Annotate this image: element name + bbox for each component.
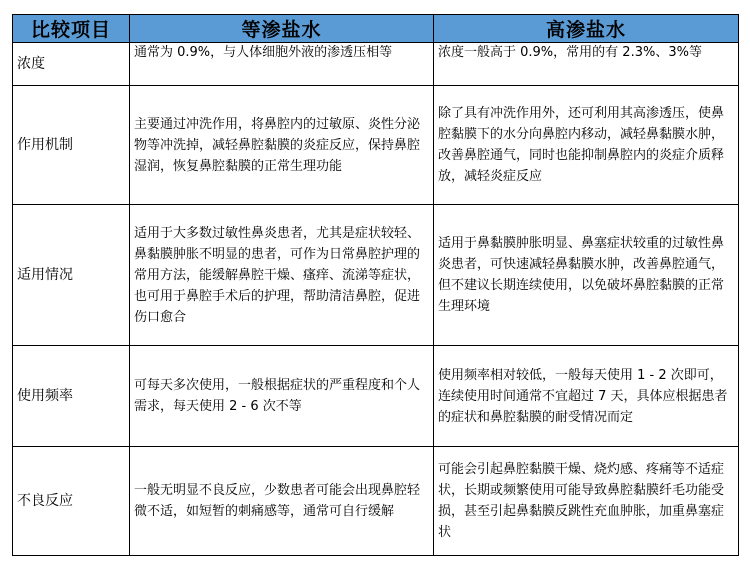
table-row-mechanism [13,86,739,205]
table-row-indications [13,205,739,346]
hypertonic-cell: 适用于鼻黏膜肿胀明显、鼻塞症状较重的过敏性鼻炎患者，可快速减轻鼻黏膜水肿，改善鼻腔通气，但不建议长期连续使用，以免破坏鼻腔黏膜的正常生理环境 [434,205,739,346]
table-row-concentration [13,43,739,86]
isotonic-cell: 主要通过冲洗作用，将鼻腔内的过敏原、炎性分泌物等冲洗掉，减轻鼻腔黏膜的炎症反应，保持鼻腔湿润，恢复鼻腔黏膜的正常生理功能 [130,86,434,205]
comparison-table-container [12,14,738,556]
isotonic-cell: 适用于大多数过敏性鼻炎患者，尤其是症状较轻、鼻黏膜肿胀不明显的患者，可作为日常鼻腔护理的常用方法，能缓解鼻腔干燥、瘙痒、流涕等症状，也可用于鼻腔手术后的护理，帮助清洁鼻腔，促进伤口愈合 [130,205,434,346]
table-header-row [13,15,739,43]
row-label: 适用情况 [13,205,130,346]
row-label: 使用频率 [13,346,130,447]
hypertonic-cell: 使用频率相对较低，一般每天使用 1 - 2 次即可，连续使用时间通常不宜超过 7 天，具体应根据患者的症状和鼻腔黏膜的耐受情况而定 [434,346,739,447]
header-isotonic: 等渗盐水 [130,15,434,43]
row-label: 不良反应 [13,447,130,556]
hypertonic-cell: 可能会引起鼻腔黏膜干燥、烧灼感、疼痛等不适症状，长期或频繁使用可能导致鼻腔黏膜纤毛功能受损，甚至引起鼻黏膜反跳性充血肿胀，加重鼻塞症状 [434,447,739,556]
isotonic-cell: 通常为 0.9%，与人体细胞外液的渗透压相等 [130,43,434,86]
row-label: 浓度 [13,43,130,86]
table-row-adverse-effects [13,447,739,556]
header-item: 比较项目 [13,15,130,43]
isotonic-cell: 一般无明显不良反应，少数患者可能会出现鼻腔轻微不适，如短暂的刺痛感等，通常可自行缓解 [130,447,434,556]
comparison-table [12,14,739,556]
row-label: 作用机制 [13,86,130,205]
header-hypertonic: 高渗盐水 [434,15,739,43]
isotonic-cell: 可每天多次使用，一般根据症状的严重程度和个人需求，每天使用 2 - 6 次不等 [130,346,434,447]
hypertonic-cell: 浓度一般高于 0.9%，常用的有 2.3%、3%等 [434,43,739,86]
table-row-frequency [13,346,739,447]
hypertonic-cell: 除了具有冲洗作用外，还可利用其高渗透压，使鼻腔黏膜下的水分向鼻腔内移动，减轻鼻黏膜水肿，改善鼻腔通气，同时也能抑制鼻腔内的炎症介质释放，减轻炎症反应 [434,86,739,205]
